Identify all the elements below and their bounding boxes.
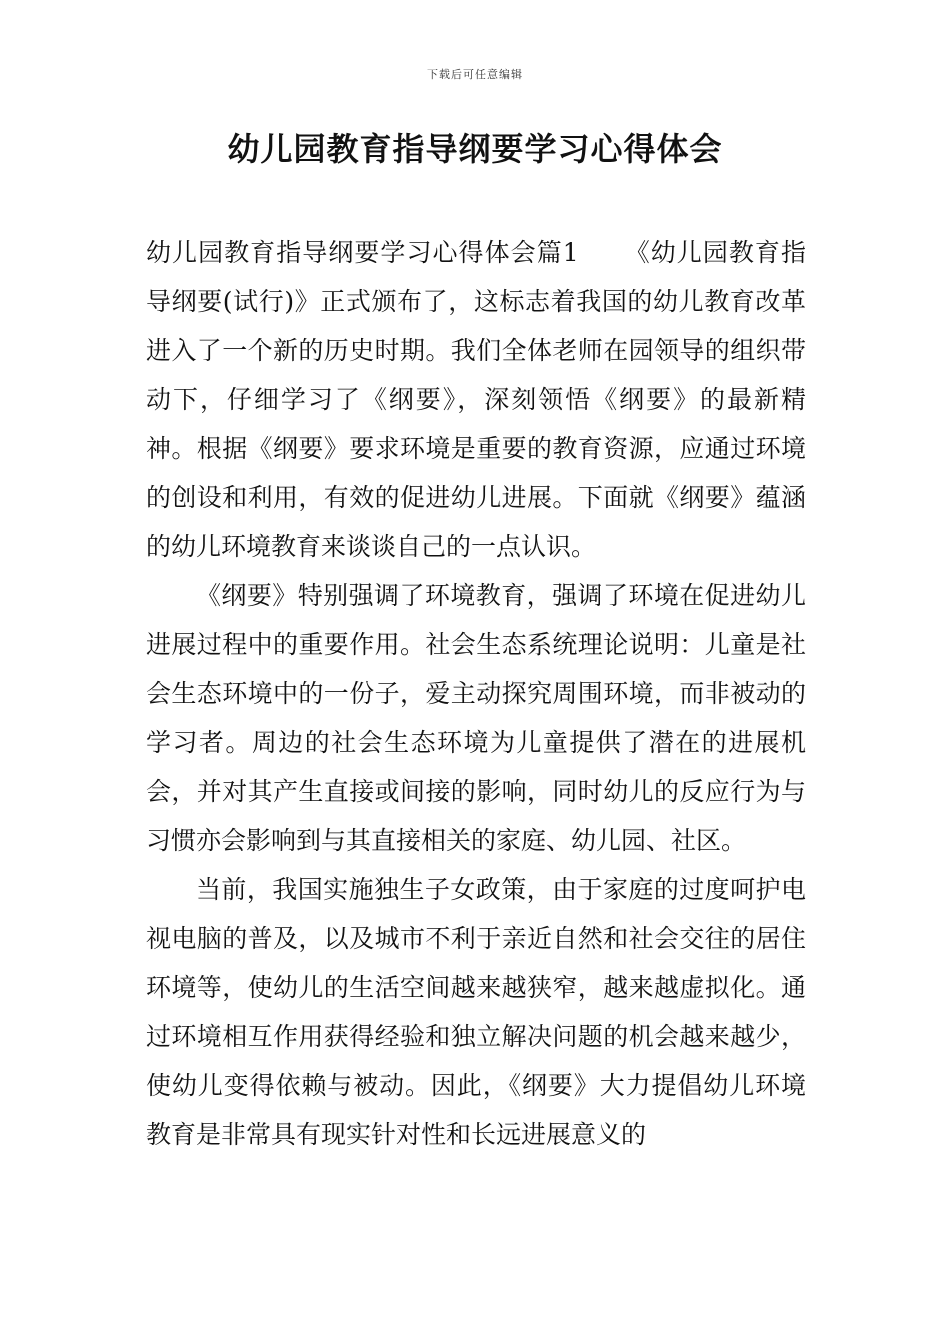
paragraph-1-text: 《幼儿园教育指导纲要(试行)》正式颁布了，这标志着我国的幼儿教育改革进入了一个新的历史时期。我们全体老师在园领导的组织带动下，仔细学习了《纲要》，深刻领悟《纲要》的最新精神。根据《纲要》要求环境是重要的教育资源，应通过环境的创设和利用，有效的促进幼儿进展。下面就《纲要》蕴涵的幼儿环境教育来谈谈自己的一点认识。 [146, 238, 806, 561]
document-body [146, 228, 806, 1159]
header-note: 下载后可任意编辑 [427, 68, 523, 81]
paragraph-1 [146, 228, 806, 571]
paragraph-2: 《纲要》特别强调了环境教育，强调了环境在促进幼儿进展过程中的重要作用。社会生态系统理论说明：儿童是社会生态环境中的一份子，爱主动探究周围环境，而非被动的学习者。周边的社会生态环境为儿童提供了潜在的进展机会，并对其产生直接或间接的影响，同时幼儿的反应行为与习惯亦会影响到与其直接相关的家庭、幼儿园、社区。 [146, 581, 806, 855]
paragraph-3: 当前，我国实施独生子女政策，由于家庭的过度呵护电视电脑的普及，以及城市不利于亲近自然和社会交往的居住环境等，使幼儿的生活空间越来越狭窄，越来越虚拟化。通过环境相互作用获得经验和独立解决问题的机会越来越少，使幼儿变得依赖与被动。因此，《纲要》大力提倡幼儿环境教育是非常具有现实针对性和长远进展意义的 [146, 875, 806, 1149]
document-title: 幼儿园教育指导纲要学习心得体会 [227, 130, 723, 168]
section-heading: 幼儿园教育指导纲要学习心得体会篇1 [146, 238, 579, 267]
